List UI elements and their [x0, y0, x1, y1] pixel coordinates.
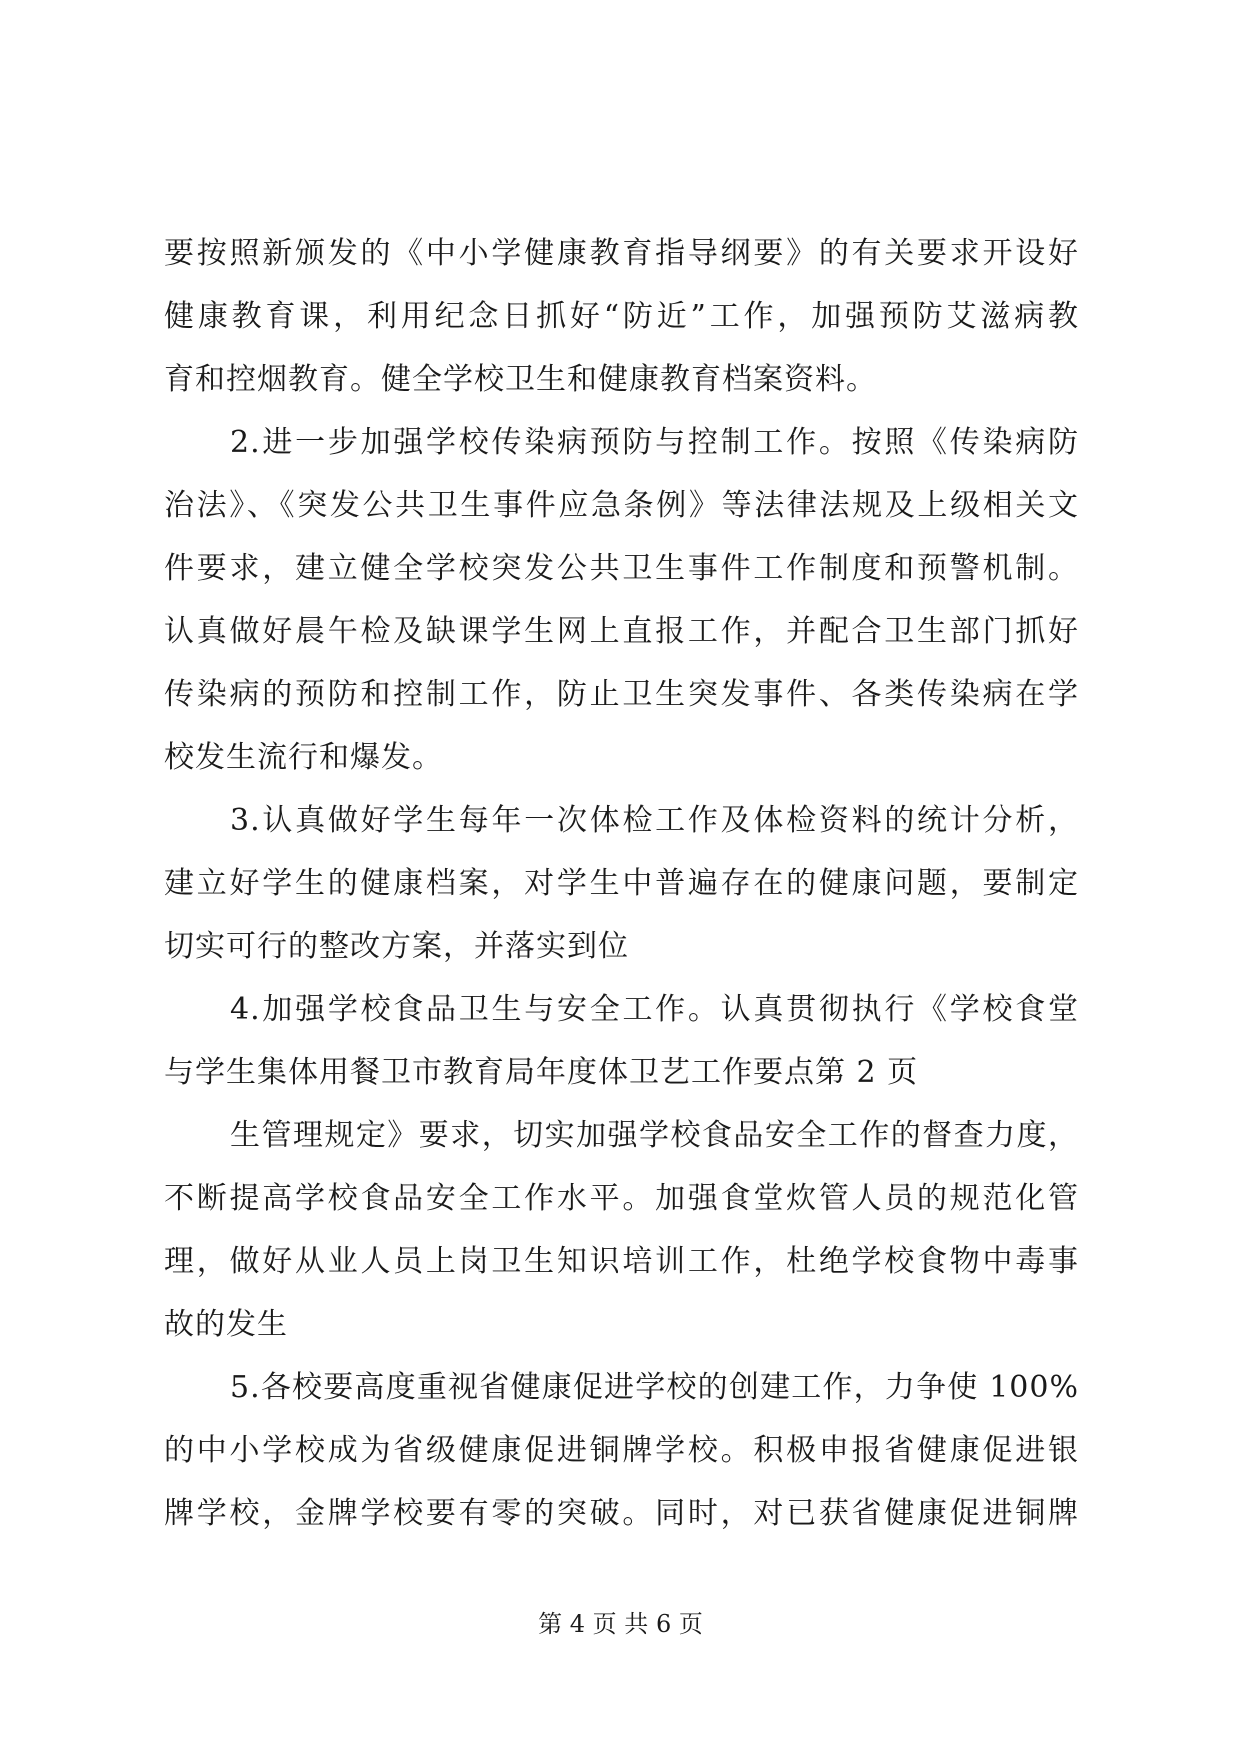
text-line: 4.加强学校食品卫生与安全工作。认真贯彻执行《学校食堂: [230, 992, 1079, 1027]
page-footer: 第 4 页 共 6 页: [538, 1610, 703, 1638]
body-text: [164, 222, 1079, 1545]
text-line: 牌学校，金牌学校要有零的突破。同时，对已获省健康促进铜牌: [164, 1496, 1079, 1531]
text-line: 校发生流行和爆发。: [164, 740, 443, 775]
text-line: 5.各校要高度重视省健康促进学校的创建工作，力争使 100%: [230, 1370, 1079, 1405]
text-line: 不断提高学校食品安全工作水平。加强食堂炊管人员的规范化管: [164, 1181, 1079, 1216]
text-line: 生管理规定》要求，切实加强学校食品安全工作的督查力度，: [230, 1118, 1079, 1153]
text-line: 故的发生: [164, 1307, 288, 1342]
text-line: 3.认真做好学生每年一次体检工作及体检资料的统计分析，: [230, 803, 1079, 838]
text-line: 的中小学校成为省级健康促进铜牌学校。积极申报省健康促进银: [164, 1433, 1079, 1468]
text-line: 认真做好晨午检及缺课学生网上直报工作，并配合卫生部门抓好: [164, 614, 1079, 649]
text-line: 理，做好从业人员上岗卫生知识培训工作，杜绝学校食物中毒事: [164, 1244, 1079, 1279]
text-line: 2.进一步加强学校传染病预防与控制工作。按照《传染病防: [230, 425, 1079, 460]
text-line: 传染病的预防和控制工作，防止卫生突发事件、各类传染病在学: [164, 677, 1079, 712]
text-line: 育和控烟教育。健全学校卫生和健康教育档案资料。: [164, 362, 877, 397]
text-line: 切实可行的整改方案，并落实到位: [164, 929, 629, 964]
text-line: 健康教育课，利用纪念日抓好“防近”工作，加强预防艾滋病教: [164, 299, 1079, 334]
text-line: 件要求，建立健全学校突发公共卫生事件工作制度和预警机制。: [164, 551, 1079, 586]
text-line: 建立好学生的健康档案，对学生中普遍存在的健康问题，要制定: [164, 866, 1079, 901]
text-line: 要按照新颁发的《中小学健康教育指导纲要》的有关要求开设好: [164, 236, 1079, 271]
text-line: 与学生集体用餐卫市教育局年度体卫艺工作要点第 2 页: [164, 1055, 919, 1090]
text-line: 治法》、《突发公共卫生事件应急条例》等法律法规及上级相关文: [164, 488, 1079, 523]
